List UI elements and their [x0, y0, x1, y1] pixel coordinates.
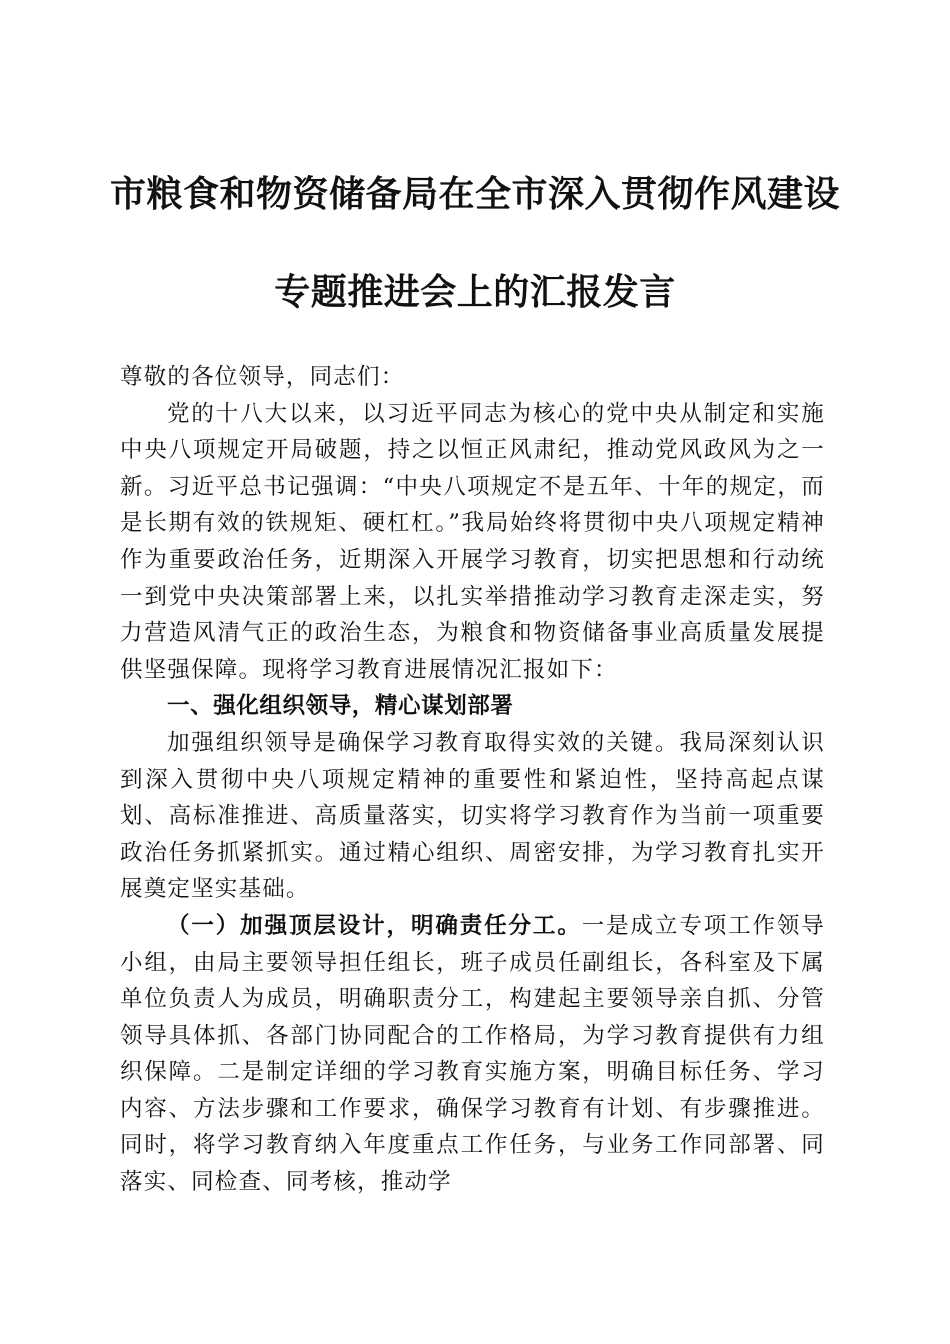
subsection-body-1: 一是成立专项工作领导小组，由局主要领导担任组长，班子成员任副组长，各科室及下属单位负责人为成员，明确职责分工，构建起主要领导亲自抓、分管领导具体抓、各部门协同配合的工作格局，为学习教育提供有力组织保障。二是制定详细的学习教育实施方案，明确目标任务、学习内容、方法步骤和工作要求，确保学习教育有计划、有步骤推进。同时，将学习教育纳入年度重点工作任务，与业务工作同部署、同落实、同检查、同考核，推动学	[120, 912, 825, 1196]
salutation: 尊敬的各位领导，同志们：	[120, 364, 405, 390]
section-heading-1: 一、强化组织领导，精心谋划部署	[167, 693, 514, 720]
document-title-line-2: 专题推进会上的汇报发言	[274, 271, 676, 313]
document-body	[120, 359, 825, 1201]
paragraph-section-1: 加强组织领导是确保学习教育取得实效的关键。我局深刻认识到深入贯彻中央八项规定精神的重要性和紧迫性，坚持高起点谋划、高标准推进、高质量落实，切实将学习教育作为当前一项重要政治任务抓紧抓实。通过精心组织、周密安排，为学习教育扎实开展奠定坚实基础。	[120, 729, 825, 903]
document-title-line-1: 市粮食和物资储备局在全市深入贯彻作风建设	[109, 173, 840, 215]
paragraph-subsection-1	[120, 908, 825, 1201]
paragraph-intro: 党的十八大以来，以习近平同志为核心的党中央从制定和实施中央八项规定开局破题，持之以恒正风肃纪，推动党风政风为之一新。习近平总书记强调：“中央八项规定不是五年、十年的规定，而是长期有效的铁规矩、硬杠杠。”我局始终将贯彻中央八项规定精神作为重要政治任务，近期深入开展学习教育，切实把思想和行动统一到党中央决策部署上来，以扎实举措推动学习教育走深走实，努力营造风清气正的政治生态，为粮食和物资储备事业高质量发展提供坚强保障。现将学习教育进展情况汇报如下：	[120, 400, 825, 683]
subsection-heading-1: （一）加强顶层设计，明确责任分工。	[167, 912, 582, 939]
